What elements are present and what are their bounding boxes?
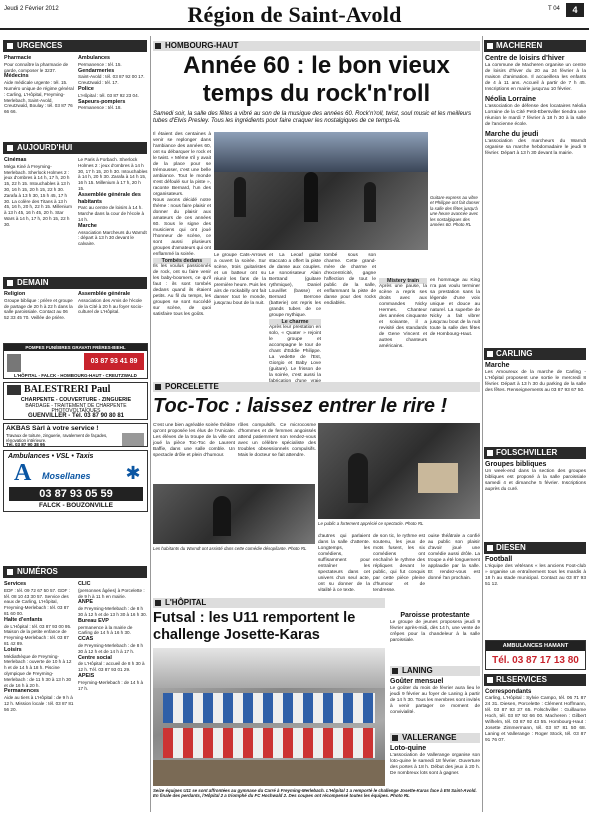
performer-silhouette-2	[304, 172, 318, 222]
vallerange-title: Loto-quine	[390, 745, 427, 752]
laning-text: Le goûter du mois de février aura lieu le jeudi 9 février au foyer de Laning à partir de 14 h 30. Tous les membres sont invités à venir partager ce moment de convivialité.	[390, 686, 480, 715]
kicker-laning-text: LANING	[402, 666, 433, 675]
mid-p4: de son tic, le rythme est soutenu, les jeux de mots fusent, les six comédiens ont enchaîné le rythme des répliques devant le public, qui fut conquis par cette pièce pleine d'humour et de tendresse.	[373, 534, 425, 593]
top-col5	[379, 278, 427, 377]
paroisse-brief	[390, 612, 480, 664]
kicker-vallerange	[390, 733, 480, 743]
bot-caption: Seize équipes U11 se sont affrontées au gymnase du Carré à Freyming-Merlebach. L'Hôpital 1 a remporté le challenge Josette-Karas face à EN Saint-Avold. En finale des perdants, l'Hôpital 2 a triomphé du FC Hochwald 2. Des coupes ont récompensé toutes les équipes. Photo RL	[153, 788, 477, 799]
kicker-hombourg	[153, 41, 480, 51]
urgences-col2	[78, 55, 148, 140]
hamant-ad	[485, 640, 586, 670]
urgences-pharmacie-heading: Pharmacie	[4, 55, 32, 61]
diesen-t1: L'équipe des vétérans « les anciens Foot-club » organise un entraînement tous les mardis à 18 h au stade municipal. Contact au 03 87 93 51 12.	[485, 564, 586, 587]
diesen-h1: Football	[485, 556, 513, 563]
gym-wall	[153, 648, 385, 688]
top-p5: et La Leoaf guitar staccato a offert la piste de danse aux couples. Le sonorisateur Alain Bertrand (guitare rythmique), Daniel Louvillet (basse) et Bernard Berrone (batterie) ont repris les grands tubes de ce groupe mythique.	[269, 253, 321, 318]
religion-text: Groupe biblique : prière et groupe de partage de 20 h à 22 h dans la salle paroissiale. Contact au 06 52 33 45 70. Veillée de prière.	[4, 297, 73, 321]
religion-heading: Religion	[4, 291, 26, 297]
top-sub3: Mistery train	[379, 278, 427, 284]
edition-code: T 04	[548, 6, 560, 12]
urgences-medecins-heading: Médecins	[4, 73, 29, 80]
team-row-back	[163, 693, 375, 723]
roof-icon	[7, 385, 21, 395]
paroisse-title: Paroisse protestante	[400, 612, 470, 619]
urgences-pharmacie-text: Pour connaître la pharmacie de garde, composer le 3237.	[4, 61, 69, 73]
numeros-clic-heading: CLIC	[78, 581, 91, 587]
numeros-clic-text: (personnes âgées) à Porcelette : de 9 h à 11 h en mairie.	[78, 587, 145, 599]
balestreri-trades: CHARPENTE - COUVERTURE - ZINGUERIE	[20, 397, 132, 403]
numeros-services-text: EDF : tél. 09 72 67 50 57. GDF : tél. 08 10 43 30 57. Service des eaux de Carling, L'Hôpital, Freyming-Merlebach : tél. 03 87 81 60 00.	[4, 587, 70, 616]
urgences-ambulances-heading: Ambulances	[78, 55, 111, 61]
paroisse-text: Le groupe de jeunes proposera jeudi 9 février après-midi, dès 14 h, une vente de crêpes pour la chandeleur à la salle paroissiale.	[390, 620, 480, 643]
theatre-photo-2	[153, 484, 315, 544]
urgences-header: URGENCES	[3, 40, 147, 52]
rlservices-header: RLSERVICES	[484, 674, 586, 686]
assemblee-generale-text: Association des Amis de l'école de la Cité à 20 h au foyer socio-culturel de L'Hôpital.	[78, 297, 143, 315]
numeros-anpe-heading: ANPE	[78, 599, 93, 606]
actor-silhouette-1	[348, 453, 368, 503]
numeros-services-heading: Services	[4, 581, 27, 587]
macheren-h3: Marche du jeudi	[485, 131, 539, 138]
numeros-ccas-heading: CCAS	[78, 636, 94, 643]
aujourdhui-col1	[4, 157, 74, 273]
performer-silhouette-1	[234, 177, 246, 217]
macheren-h1: Centre de loisirs d'hiver	[485, 55, 565, 62]
laning-title: Goûter mensuel	[390, 678, 444, 685]
kicker-porcelette	[153, 382, 480, 392]
column-rule-right	[482, 36, 483, 812]
urgences-police-heading: Police	[78, 85, 94, 92]
funeral-ad-towns: L'HÔPITAL - FALCK - HOMBOURG-HAUT - CREUTZWALD	[14, 373, 137, 378]
stage-lights	[214, 132, 428, 172]
page-number: 4	[566, 3, 584, 17]
rlservices-section	[485, 688, 586, 810]
ambulances-title: Ambulances • VSL • Taxis	[8, 453, 94, 460]
mid-headline	[153, 393, 480, 419]
numeros-permanences-heading: Permanences	[4, 688, 40, 695]
urgences-col1	[4, 55, 74, 140]
actor-silhouette-2	[213, 496, 231, 536]
macheren-h2: Néolia Lorraine	[485, 96, 536, 103]
top-p2: Nous avons décidé notre thème : nous faire plaisir et donner du plaisir aux amateurs de ces années 60. Sous le signe des musiciens qui ont joué l'honneur de scène, ce sont aussi plusieurs groupes d'amateurs qui ont enflammé la soirée.	[153, 198, 211, 257]
assemblee-generale-heading: Assemblée générale	[78, 291, 131, 297]
carling-t1: Les Amoureux de la marche de Carling - L'Hôpital proposent une sortie le mercredi 8 février. Départ à 13 h 30 du parking de la salle des fêtes. Renseignements au 03 87 93 67 50.	[485, 370, 586, 393]
column-rule-left	[150, 36, 151, 812]
akbas-title: AKBAS Sàrl à votre service !	[6, 425, 99, 432]
concert-photo	[214, 132, 428, 250]
region-title: Région de Saint-Avold	[187, 2, 402, 27]
macheren-t2: L'association de défense des locataires Néolia Lorraine de la Cité Petit-Ebersviller tiendra une réunion le mardi 7 février à 18 h 30 à la salle de l'ancienne école.	[485, 104, 586, 127]
mid-col2	[238, 423, 316, 483]
hamant-ad-title: AMBULANCES HAMANT	[486, 641, 585, 651]
numeros-loisirs-text: Médiathèque de Freyming-Merlebach : ouverte de 10 h à 12 h et de 14 h à 18 h. Piscine olympique de Freyming-Merlebach : de 11 h 30 à 13 h 30 et de 16 h à 20 h.	[4, 653, 72, 688]
top-p4: Le groupe Cats-Arrows a ouvert la soirée. Sur scène, trois guitaristes et un batteur ont su réunir les fans de la première heure. Puis les airs de rockabilly ont fait danser tout le monde, jusqu'au bout de la nuit.	[214, 253, 266, 306]
folschviller-section	[485, 461, 586, 539]
urgences-medecins-text: Aide médicale urgente : tél. 15. Numéro unique de régime général : Carling, L'Hôpital, Freyming-Merlebach, Saint-Avold, Creutzwald, Boulay : tél. 03 87 76 66 66.	[4, 80, 74, 115]
akbas-logo	[122, 433, 144, 446]
top-p6: Après leur prestation en solo, « Quater » rejoint le groupe et accompagne le tour de chant d'Eddie Philippe. La vedette de l'Est, Giorgio et Baby Love (guitare). Le frisson de la soirée, c'est aussi la	[269, 325, 321, 378]
bot-headline: Futsal : les U11 remportent le challenge Josette-Karas	[153, 610, 356, 643]
cross-icon	[7, 354, 21, 372]
funeral-ad	[3, 343, 148, 379]
urgences-gendarmeries-heading: Gendarmeries	[78, 67, 115, 74]
urgences-gendarmeries-text: Saint-Avold : tél. 03 87 92 00 17. Creutzwald : tél. 17.	[78, 74, 145, 86]
top-sub2: Le charme	[269, 319, 321, 325]
top-col2	[214, 253, 266, 377]
mid-p2: rôles compulsifs. Ce microcosme d'hommes et de femmes angoissés attend patiemment son rendez-vous avec un célèbre spécialiste des troubles obsessionnels compulsifs. Mais le docteur se fait attendre.	[238, 423, 316, 458]
diesen-header: DIESEN	[484, 542, 586, 554]
urgences-pompiers-heading: Sapeurs-pompiers	[78, 98, 126, 105]
masthead	[0, 0, 589, 30]
urgences-police-text: L'Hôpital : tél. 03 87 92 23 04.	[78, 92, 139, 98]
numeros-header: NUMÉROS	[3, 566, 147, 578]
top-p3: Ils les voulus passionnés de rock, ont su faire venir les baby-boomers, ce qu'il faut : ils sont tombés dedans quand ils étaient petits. Au fil du temps, les groupes se sont succédé sur scène, de quoi satisfaire tous les goûts.	[153, 264, 211, 317]
kicker-square	[392, 668, 398, 674]
mid-col5	[428, 534, 480, 594]
stage-table	[418, 463, 458, 493]
mid-photo1-caption: Les habitants du Warndt ont assisté dans cette comédie désopilante. Photo RL	[153, 546, 307, 551]
balestreri-ad	[3, 382, 148, 420]
akbas-ad	[3, 423, 148, 447]
numeros-apeis-heading: APEIS	[78, 672, 95, 679]
assemblee-text: Parc au centre de loisirs à 14 h. Marche dans la cour de l'école à 14 h.	[78, 205, 144, 222]
numeros-centre-social-heading: Centre social	[78, 654, 112, 661]
numeros-permanences-text: Aide au tiers à L'Hôpital : de 9 h à 12 h. Mission locale : tél. 03 87 81 56 20.	[4, 695, 74, 712]
kicker-hopital	[153, 598, 385, 608]
funeral-ad-phone: 03 87 93 41 89	[84, 353, 144, 370]
aujourdhui-header: AUJOURD'HUI	[3, 142, 147, 154]
carling-header: CARLING	[484, 348, 586, 360]
kicker-laning	[390, 666, 480, 676]
numeros-halte-text: de L'Hôpital : tél. 03 87 93 00 95. Maison de la petite enfance de Freyming-Merlebach : tél. 03 87 81 42 89.	[4, 623, 72, 646]
mid-p3: d'autres qui parlaient dans la salle d'attente. Longtemps, les comédiens, suffisamment pour entraîner les spectateurs dans cet univers d'un seul acte, ont su donner de la vitalité à ce texte.	[318, 534, 370, 593]
folschviller-t1: Un week-end dans la section des groupes bibliques est proposé à la salle paroissiale samedi 4 et dimanche 5 février. Inscriptions auprès du curé.	[485, 469, 586, 492]
vallerange-brief	[390, 745, 480, 787]
numeros-centre-social-text: de L'Hôpital : accueil de 8 h 30 à 12 h. Tél. 03 87 93 01 29.	[78, 661, 145, 673]
numeros-ccas-text: de Freyming-Merlebach : de 8 h 30 à 12 h et de 14 h à 17 h.	[78, 642, 144, 654]
performer-silhouette-3	[364, 182, 376, 222]
aujourdhui-col2	[78, 157, 148, 273]
top-p9: en hommage au King n'a pas voulu terminer sa prestation sans la légende d'une voix unique et douce au naturel. La superbe de Nicky a fait vibrer jusqu'au bout de la nuit toute la salle des fêtes de Hombourg-Haut.	[430, 278, 480, 337]
kicker-vallerange-text: VALLERANGE	[402, 733, 457, 742]
mid-p1: C'est une bien agréable soirée théâtre qu'ont proposée les élus de l'Amicale. Les élèves de la troupe de la ville ont joué la pièce Toc-Toc de Laurent Baffie, dans une salle comble. Un spectacle drôle et plein d'humour.	[153, 423, 235, 458]
urgences-ambulances-text: Permanence : tél. 15.	[78, 61, 122, 67]
numeros-anpe-text: de Freyming-Merlebach : de 8 h 30 à 12 h et de 13 h 30 à 16 h 30.	[78, 606, 147, 617]
top-p7: tombé sous son charme. Cette grand-mère de charme et d'excentricité, gagne l'affection de tout le public de la salle, enflammant la piste de danse pour des rocks endiablés.	[324, 253, 376, 306]
mid-photo2-caption: Le public a fortement apprécié ce spectacle. Photo RL	[318, 521, 424, 526]
top-sub1: Tombés dedans	[153, 258, 211, 264]
kicker-hombourg-text: HOMBOURG-HAUT	[165, 41, 239, 50]
macheren-section	[485, 55, 586, 345]
diesen-section	[485, 556, 586, 636]
funeral-ad-title: POMPES FUNÈBRES GRAVATI FRÈRES-BIEHL	[4, 344, 147, 351]
marche-heading: Marche	[78, 222, 97, 229]
demain-header: DEMAIN	[3, 277, 147, 289]
balestreri-sub: BARDAGE - TRAITEMENT DE CHARPENTE	[25, 403, 127, 409]
cinemas-heading: Cinémas	[4, 157, 27, 163]
macheren-t3: L'association des marcheurs du Warndt organise sa marche hebdomadaire le jeudi 9 février. Départ à 13 h 30 devant la mairie.	[485, 139, 586, 156]
kicker-square	[392, 735, 398, 741]
akbas-phone: Tél. 03 87 90 38 95	[6, 442, 46, 447]
laning-brief	[390, 678, 480, 730]
ambulances-phone: 03 87 93 05 59	[9, 487, 143, 501]
numeros-col2	[78, 581, 148, 809]
demain-col2	[78, 291, 148, 339]
carling-h1: Marche	[485, 362, 510, 369]
kicker-square	[155, 600, 161, 606]
folschviller-header: FOLSCHVILLER	[484, 447, 586, 459]
star-of-life-icon: ✱	[125, 463, 141, 483]
vallerange-text: L'association de Vallerange organise son loto-quine le samedi 18 février. Ouverture des portes à 18 h. Début des jeux à 20 h. De nombreux lots sont à gagner.	[390, 753, 480, 776]
balestreri-town: GUENVILLER - Tél. 03 87 90 80 81	[27, 413, 125, 419]
akbas-text: Travaux de toiture, zinguerie, ravalement de façades, rénovation intérieure.	[6, 433, 108, 443]
urgences-pompiers-text: Permanence : tél. 18.	[78, 105, 122, 111]
macheren-header: MACHEREN	[484, 40, 586, 52]
rlservices-t1: Carling, L'Hôpital : Sylvie Campo, tél. 06 71 87 24 31. Diesen, Porcelette : Clément Hoffmann, tél. 03 87 93 27 65. Folschviller : Guillaume Hoch, tél. 03 87 92 66 00. Macheren : Gilbert Wilhelm, tél. 03 87 92 43 55. Hombourg-Haut : Josette Zimmermann, tél. 03 87 81 50 68. Laning et Vallerange : Roger Stock, tél. 03 87 91 76 07.	[485, 696, 586, 743]
numeros-col1	[4, 581, 74, 809]
ambulances-logo-letter: A	[14, 460, 32, 486]
top-photo-caption: Guitare express au vibre et Philippe ont fait danser la salle des fêtes jusqu'à une heure avancée avec les nostalgiques des années 60. Photo RL	[430, 195, 480, 228]
theatre-photo-1	[318, 423, 480, 519]
top-col4	[324, 253, 376, 377]
rlservices-h1: Correspondants	[485, 689, 532, 695]
numeros-halte-heading: Halte d'enfants	[4, 616, 43, 623]
kicker-porcelette-text: PORCELETTE	[165, 382, 219, 391]
folschviller-h1: Groupes bibliques	[485, 461, 547, 468]
mid-col4	[373, 534, 425, 594]
numeros-loisirs-heading: Loisirs	[4, 646, 22, 653]
mid-p5: ouise théâtrale a confié au public son plaisir d'avoir joué une comédie aussi drôle. La troupe a été longuement applaudie par la salle. Et rendez-vous est donné l'an prochain.	[428, 534, 481, 581]
issue-date: Jeudi 2 Février 2012	[4, 6, 59, 12]
hamant-ad-phone: Tél. 03 87 17 13 80	[492, 655, 579, 666]
ambulances-town: FALCK - BOUZONVILLE	[38, 502, 114, 509]
top-col6	[430, 278, 480, 377]
marche-text: Association Marcheurs du Warndt : départ à 13 h 30 devant le calvaire.	[78, 229, 147, 247]
kicker-hopital-text: L'HÔPITAL	[165, 598, 207, 607]
top-p1: Il étaient des centaines à venir se replonger dans l'ambiance des années 60, ont su débarquer le rock et le twist. « Même s'il y avait de la place pour se trémousser, c'est une belle ambiance. Tout le monde s'est défoulé sur la piste », raconte Bernard, l'un des organisateurs.	[153, 132, 211, 197]
macheren-t1: La commune de Macheren organise un centre de loisirs d'hiver du 20 au 24 février à la maison d'animation. Il accueillera les enfants de 4 à 11 ans. Accueil à partir de 7 h 45. Inscriptions en mairie jusqu'au 10 février.	[485, 63, 586, 92]
numeros-apeis-text: Freyming-Merlebach : de 14 h à 17 h.	[78, 679, 144, 691]
top-col3	[269, 253, 321, 377]
mid-col3	[318, 534, 370, 594]
top-deck: Samedi soir, la salle des fêtes a vibré au son de la musique des années 60. Rock'n'roll, twist, soul music et les meilleurs tubes d'Elvis Presley. Tous les ingrédients pour faire craquer les nostalgiques de ce temps-là.	[153, 111, 472, 125]
top-col1	[153, 132, 211, 317]
ambulances-brand: Mosellanes	[42, 471, 91, 481]
kicker-square	[155, 43, 161, 49]
top-p8: Après une pause, la scène a repris ses droits avec aux commandes Nicky Hermes. Chanteur des années cinquante et soixante, il a revisité des standards de Gene Vincent et autres chanteurs américains.	[379, 284, 427, 349]
assemblee-heading: Assemblée générale des habitants	[78, 191, 141, 205]
cinemas-text-2: Le Paris à Forbach. Sherlock Holmes 2 : jeux d'ombres à 14 h 30, 17 h 15, 20 h 30. Intouchables à 14 h, 20 h 30. Zarafa à 14 h 15, 16 h 15. Millenium à 17 h, 20 h 15.	[78, 157, 148, 191]
kicker-square	[155, 384, 161, 390]
balestreri-sub2: PHOTOVOLTAÏQUES	[51, 408, 101, 414]
ambulances-ad	[3, 450, 148, 512]
team-row-front	[163, 728, 375, 758]
carling-section	[485, 362, 586, 442]
top-headline: Année 60 : le bon vieux temps du rock'n'roll	[183, 52, 450, 107]
numeros-evp-heading: Bureau EVP	[78, 617, 109, 624]
numeros-evp-text: permanence à la mairie de Carling de 14 h à 16 h 30.	[78, 624, 133, 636]
mid-headline-text: Toc-Toc : laissez entrer le rire !	[153, 395, 448, 417]
futsal-team-photo	[153, 648, 385, 786]
balestreri-name: BALESTRERI Paul	[24, 384, 111, 395]
cinemas-text: Méga Kiné à Freyming-Merlebach. Sherlock Holmes 2 : jeux d'ombres à 14 h, 17 h, 20 h 15, 22 h 15. Intouchables à 13 h 30, 16 h 15, 20 h 15, 22 h 30. Zarafa à 13 h 30, 15 h 45, 17 h 30. La colère des Titans à 13 h 45, 16 h, 20 h, 22 h 15. Millenium à 13 h 45, 16 h 45, 20 h. Star Wars à 14 h, 17 h, 20 h 15, 22 h 30.	[4, 163, 72, 227]
demain-col1	[4, 291, 74, 339]
gym-floor	[153, 760, 385, 786]
